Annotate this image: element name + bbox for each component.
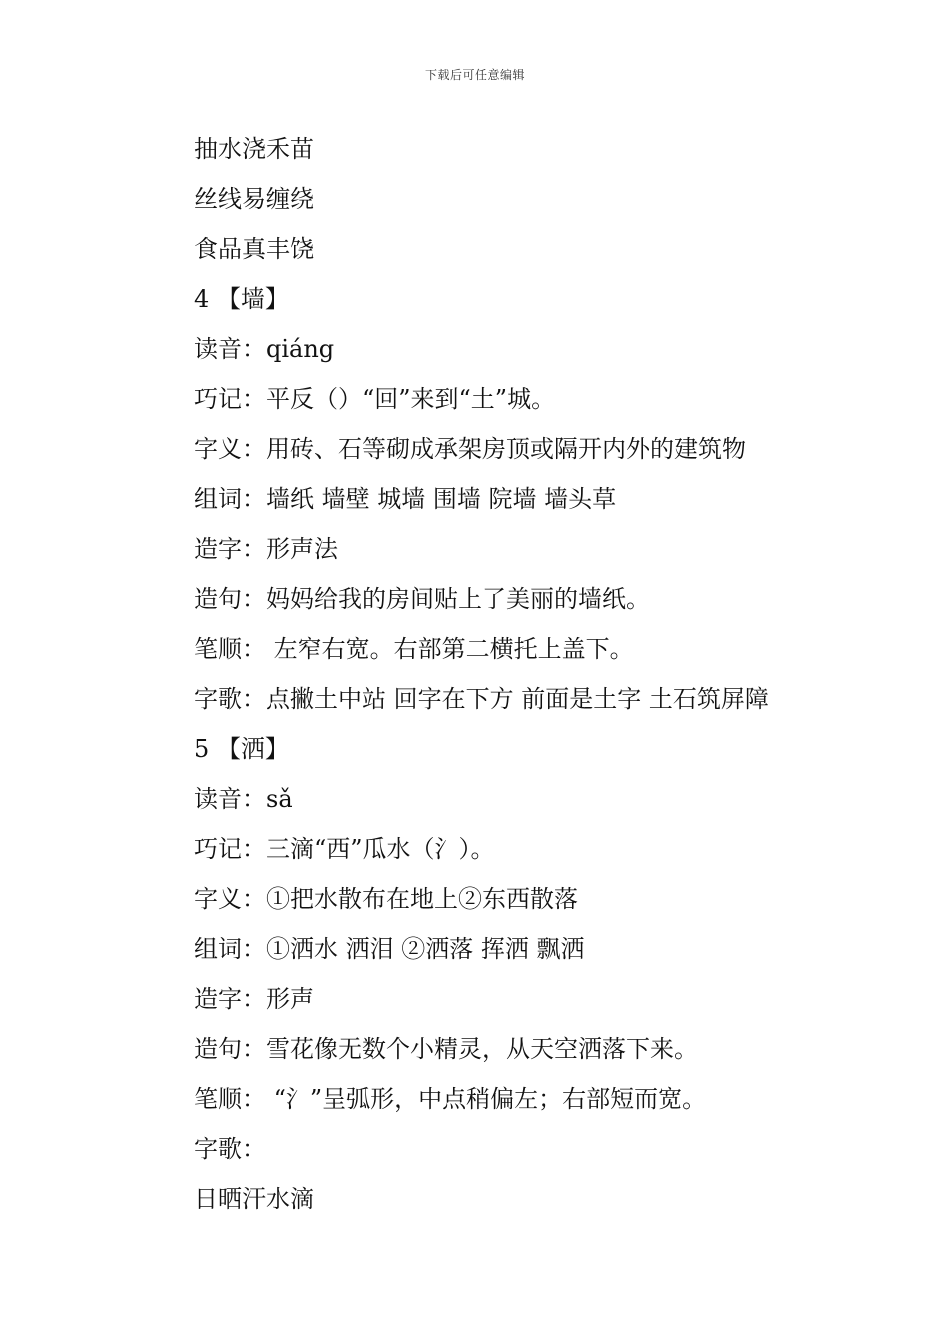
text-line: 造句：雪花像无数个小精灵，从天空洒落下来。 — [194, 1035, 698, 1063]
text-line: 食品真丰饶 — [194, 235, 314, 263]
text-line: 字义：用砖、石等砌成承架房顶或隔开内外的建筑物 — [194, 435, 746, 463]
text-line: 字义：①把水散布在地上②东西散落 — [194, 885, 578, 913]
text-line: 读音：qiáng — [194, 335, 335, 363]
text-line: 字歌： — [194, 1135, 266, 1163]
text-line: 丝线易缠绕 — [194, 185, 314, 213]
document-body — [194, 128, 834, 1228]
text-line: 组词：墙纸 墙壁 城墙 围墙 院墙 墙头草 — [194, 485, 617, 513]
section-heading-qiang: 4 【墙】 — [194, 285, 289, 313]
text-line: 造字：形声 — [194, 985, 314, 1013]
text-line: 巧记：平反（）“回”来到“土”城。 — [194, 385, 556, 413]
text-line: 巧记：三滴“西”瓜水（氵）。 — [194, 835, 495, 863]
text-line: 字歌：点撇土中站 回字在下方 前面是土字 土石筑屏障 — [194, 685, 769, 713]
text-line: 笔顺： “氵”呈弧形，中点稍偏左；右部短而宽。 — [194, 1085, 707, 1113]
page-header: 下载后可任意编辑 — [424, 68, 525, 82]
text-line: 组词：①洒水 洒泪 ②洒落 挥洒 飘洒 — [194, 935, 585, 963]
text-line: 造句：妈妈给我的房间贴上了美丽的墙纸。 — [194, 585, 650, 613]
section-heading-sa: 5 【洒】 — [194, 735, 289, 763]
text-line: 读音：sǎ — [194, 785, 293, 813]
text-line: 日晒汗水滴 — [194, 1185, 314, 1213]
text-line: 造字：形声法 — [194, 535, 338, 563]
text-line: 抽水浇禾苗 — [194, 135, 314, 163]
text-line: 笔顺： 左窄右宽。右部第二横托上盖下。 — [194, 635, 634, 663]
